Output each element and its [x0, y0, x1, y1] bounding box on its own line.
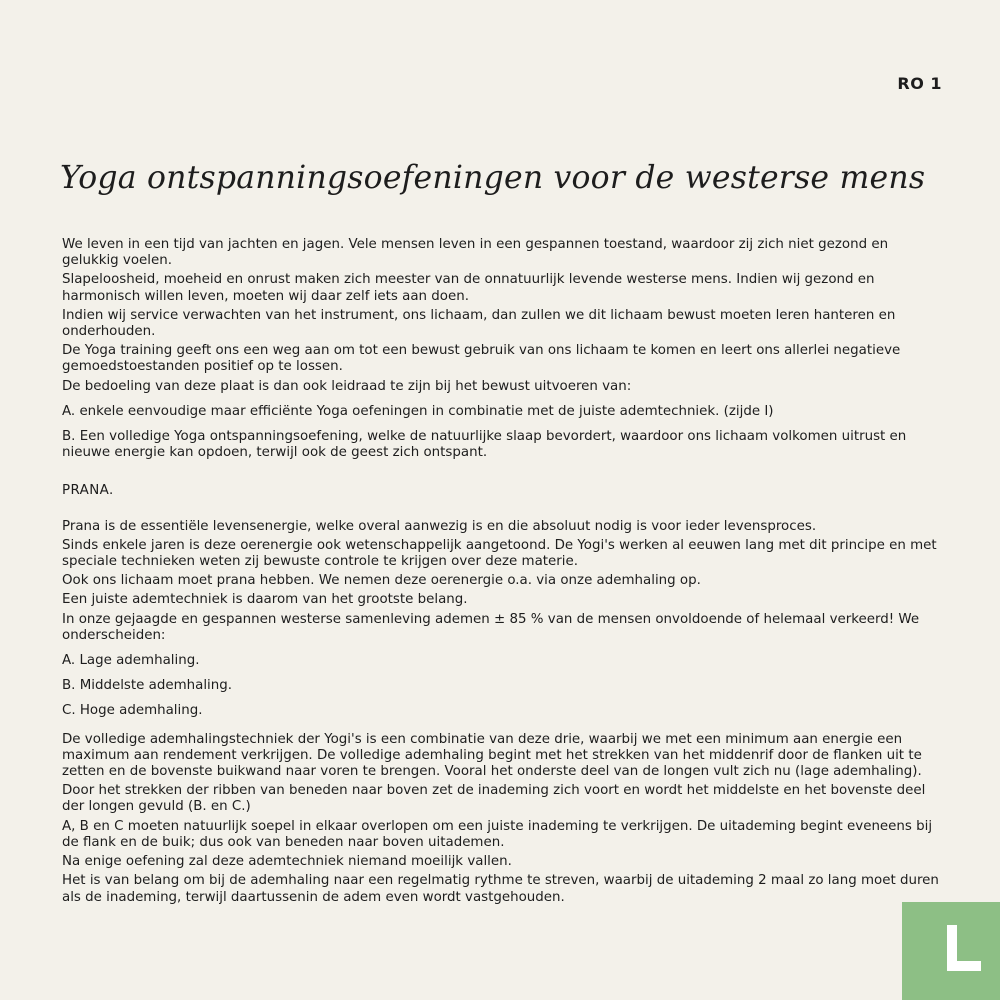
paragraph: De volledige ademhalingstechniek der Yogi's is een combinatie van deze drie, waarbij we met een minimum aan energie een maximum aan rendement verkrijgen. De volledige ademhaling begint met het strekken van het middenrif door de flanken uit te zetten en de bovenste buikwand naar voren te brengen. Vooral het onderste deel van de longen vult zich nu (lage ademhaling).	[62, 731, 922, 780]
list-item: A. enkele eenvoudige maar efficiënte Yoga oefeningen in combinatie met de juiste ademtechniek. (zijde I)	[62, 403, 774, 419]
paragraph: Het is van belang om bij de ademhaling naar een regelmatig rythme te streven, waarbij de uitademing 2 maal zo lang moet duren als de inademing, terwijl daartussenin de adem even wordt vastgehouden.	[62, 873, 939, 905]
paragraph: Na enige oefening zal deze ademtechniek niemand moeilijk vallen.	[62, 854, 512, 870]
paragraph: Slapeloosheid, moeheid en onrust maken zich meester van de onnatuurlijk levende westerse mens. Indien wij gezond en harmonisch willen leven, moeten wij daar zelf iets aan doen.	[62, 272, 875, 304]
paragraph: In onze gejaagde en gespannen westerse samenleving ademen ± 85 % van de mensen onvoldoende of helemaal verkeerd! We onderscheiden:	[62, 611, 920, 643]
lastdodo-l-logo-icon	[945, 925, 983, 975]
paragraph: De Yoga training geeft ons een weg aan om tot een bewust gebruik van ons lichaam te komen en leert ons allerlei negatieve gemoedstoestanden positief op te lossen.	[62, 343, 901, 375]
paragraph: Door het strekken der ribben van beneden naar boven zet de inademing zich voort en wordt het middelste en het bovenste deel der longen gevuld (B. en C.)	[62, 783, 926, 815]
paragraph: Ook ons lichaam moet prana hebben. We nemen deze oerenergie o.a. via onze ademhaling op.	[62, 573, 701, 589]
paragraph: De bedoeling van deze plaat is dan ook leidraad te zijn bij het bewust uitvoeren van:	[62, 378, 632, 394]
paragraph: Sinds enkele jaren is deze oerenergie ook wetenschappelijk aangetoond. De Yogi's werken al eeuwen lang met dit principe en met speciale technieken weten zij bewuste controle te krijgen over deze materie.	[62, 537, 937, 570]
list-item: A. Lage ademhaling.	[62, 653, 200, 669]
list-item: C. Hoge ademhaling.	[62, 703, 203, 719]
list-item: B. Een volledige Yoga ontspanningsoefening, welke de natuurlijke slaap bevordert, waardoor ons lichaam volkomen uitrust en nieuwe energie kan opdoen, terwijl ook de geest zich ontspant.	[62, 429, 907, 461]
paragraph: Een juiste ademtechniek is daarom van het grootste belang.	[62, 592, 468, 608]
paragraph: Prana is de essentiële levensenergie, welke overal aanwezig is en die absoluut nodig is voor ieder levensproces.	[62, 518, 817, 534]
document-body	[62, 237, 947, 909]
list-item: B. Middelste ademhaling.	[62, 678, 233, 694]
document-title: Yoga ontspanningsoefeningen voor de westerse mens	[60, 160, 926, 196]
paragraph: Indien wij service verwachten van het instrument, ons lichaam, dan zullen we dit lichaam bewust moeten leren hanteren en onderhouden.	[62, 307, 896, 340]
paragraph: We leven in een tijd van jachten en jagen. Vele mensen leven in een gespannen toestand, waardoor zij zich niet gezond en gelukkig voelen.	[62, 237, 889, 269]
paragraph: A, B en C moeten natuurlijk soepel in elkaar overlopen om een juiste inademing te verkrijgen. De uitademing begint eveneens bij de flank en de buik; dus ook van beneden naar boven uitademen.	[62, 818, 933, 850]
record-code: RO 1	[897, 74, 942, 93]
section-heading: PRANA.	[62, 483, 114, 499]
